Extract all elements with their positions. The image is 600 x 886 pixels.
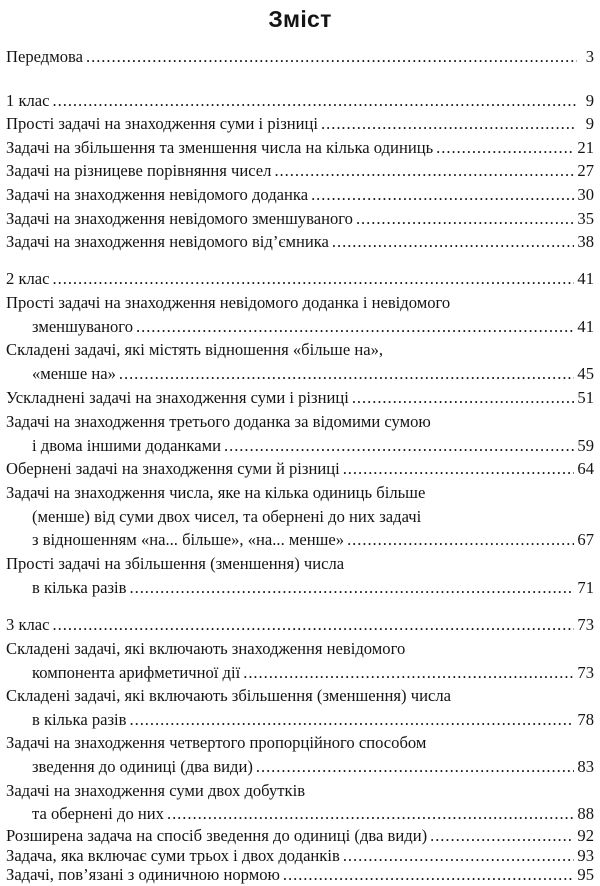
toc-entry-page: 73: [577, 663, 594, 682]
toc-entry-page: 83: [577, 757, 594, 776]
toc-section-title: 2 клас: [6, 269, 50, 288]
toc-entry[interactable]: [6, 455, 594, 479]
toc-entry-text: Задачі на знаходження третього доданка за відомими сумою: [6, 412, 431, 431]
toc-entry-line[interactable]: [6, 682, 594, 706]
toc-entry-page: 35: [577, 209, 594, 228]
toc-entry[interactable]: [6, 134, 594, 158]
toc-entry-page: 78: [577, 710, 594, 729]
toc-entry[interactable]: [6, 110, 594, 134]
toc-entry-line[interactable]: [32, 313, 594, 337]
toc-entry-page: 95: [577, 865, 594, 884]
toc-entry-line[interactable]: [6, 635, 594, 659]
toc-entry-text: Складені задачі, які включають збільшення (зменшення) числа: [6, 686, 451, 705]
toc-entry-text: в кілька разів: [32, 578, 127, 597]
toc-entry-line[interactable]: [32, 706, 594, 730]
toc-entry[interactable]: [6, 157, 594, 181]
toc-section-grade-2[interactable]: [6, 265, 594, 289]
toc-entry-page: 51: [577, 388, 594, 407]
toc-entry-text: Ускладнені задачі на знаходження суми і різниці: [6, 388, 349, 407]
toc-entry-line[interactable]: [32, 360, 594, 384]
toc-entry[interactable]: [6, 205, 594, 229]
toc-entry-text: компонента арифметичної дії: [32, 663, 241, 682]
toc-entry-page: 93: [577, 846, 594, 865]
toc-entry-page: 9: [585, 91, 594, 110]
toc-entry-text: Задачі на знаходження числа, яке на кілька одиниць більше: [6, 483, 426, 502]
toc-entry-text: Задачі на знаходження невідомого доданка: [6, 185, 309, 204]
toc-entry[interactable]: [6, 861, 594, 885]
toc-entry-text: Задачі на знаходження невідомого від’ємника: [6, 232, 329, 251]
toc-entry-page: 38: [577, 232, 594, 251]
toc-entry-page: 71: [577, 578, 594, 597]
toc-entry-text: Обернені задачі на знаходження суми й різниці: [6, 459, 340, 478]
page-title: Зміст: [268, 6, 332, 32]
toc-entry-text: Задачі, пов’язані з одиничною нормою: [6, 865, 280, 884]
toc-entry-page: 45: [577, 364, 594, 383]
toc-entry-text: Розширена задача на спосіб зведення до одиниці (два види): [6, 826, 428, 845]
toc-entry-text: Задача, яка включає суми трьох і двох доданків: [6, 846, 340, 865]
toc-entry-line[interactable]: [32, 659, 594, 683]
toc-entry-text: Складені задачі, які включають знаходження невідомого: [6, 639, 406, 658]
toc-entry-text: Задачі на різницеве порівняння чисел: [6, 161, 272, 180]
toc-entry[interactable]: [6, 228, 594, 252]
toc-entry-text: і двома іншими доданками: [32, 436, 221, 455]
toc-entry-line[interactable]: [32, 753, 594, 777]
toc-entry-line[interactable]: [6, 729, 594, 753]
toc-section-grade-3[interactable]: [6, 611, 594, 635]
toc-entry-page: 67: [577, 530, 594, 549]
toc-entry-line[interactable]: [32, 800, 594, 824]
toc-entry-line[interactable]: [32, 526, 594, 550]
toc-entry-text: Задачі на знаходження невідомого зменшуваного: [6, 209, 353, 228]
toc-entry-line[interactable]: [32, 503, 594, 527]
toc-entry-page: 92: [577, 826, 594, 845]
toc-entry-text: Прості задачі на знаходження суми і різниці: [6, 114, 319, 133]
toc-entry-page: 88: [577, 804, 594, 823]
toc-entry-line[interactable]: [6, 777, 594, 801]
toc-entry-page: 27: [577, 161, 594, 180]
toc-entry-text: та обернені до них: [32, 804, 164, 823]
toc-entry[interactable]: [6, 181, 594, 205]
toc-entry-text: в кілька разів: [32, 710, 127, 729]
toc-entry-foreword[interactable]: [6, 43, 594, 67]
toc-entry-text: Складені задачі, які містять відношення «більше на»,: [6, 340, 384, 359]
toc-entry-page: 73: [577, 615, 594, 634]
toc-entry-text: Прості задачі на знаходження невідомого доданка і невідомого: [6, 293, 451, 312]
toc-entry-page: 41: [577, 269, 594, 288]
toc-entry-line[interactable]: [32, 574, 594, 598]
toc-entry-page: 3: [585, 47, 594, 66]
toc-entry-text: Задачі на знаходження суми двох добутків: [6, 781, 306, 800]
toc-entry-page: 59: [577, 436, 594, 455]
toc-entry-line[interactable]: [6, 479, 594, 503]
toc-entry-text: зведення до одиниці (два види): [32, 757, 253, 776]
toc-entry-text: (менше) від суми двох чисел, та обернені до них задачі: [32, 507, 422, 526]
toc-entry-text: Задачі на збільшення та зменшення числа на кілька одиниць: [6, 138, 434, 157]
toc-section-title: 3 клас: [6, 615, 50, 634]
toc-entry-page: 64: [577, 459, 594, 478]
toc-entry-line[interactable]: [6, 336, 594, 360]
toc-section-grade-1[interactable]: [6, 87, 594, 111]
toc-entry-line[interactable]: [6, 289, 594, 313]
toc-entry-line[interactable]: [32, 432, 594, 456]
toc-section-title: 1 клас: [6, 91, 50, 110]
toc-entry-page: 9: [585, 114, 594, 133]
toc-entry[interactable]: [6, 384, 594, 408]
toc-entry-text: Прості задачі на збільшення (зменшення) числа: [6, 554, 345, 573]
toc-entry-text: Передмова: [6, 47, 84, 66]
toc-entry-page: 21: [577, 138, 594, 157]
toc-entry-text: з відношенням «на... більше», «на... менше»: [32, 530, 345, 549]
toc-entry-line[interactable]: [6, 408, 594, 432]
toc-entry-page: 30: [577, 185, 594, 204]
toc-entry-text: Задачі на знаходження четвертого пропорційного способом: [6, 733, 427, 752]
toc-entry-text: «менше на»: [32, 364, 116, 383]
toc-entry-page: 41: [577, 317, 594, 336]
toc-entry-line[interactable]: [6, 550, 594, 574]
toc-entry-text: зменшуваного: [32, 317, 133, 336]
